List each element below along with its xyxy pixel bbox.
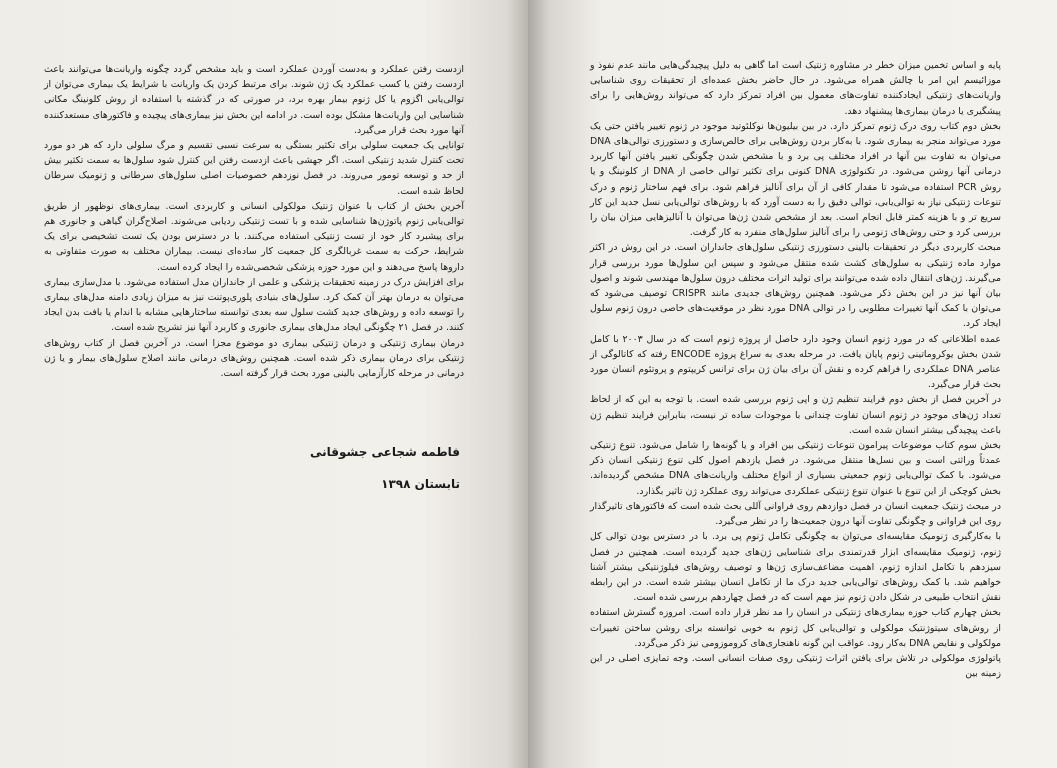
signature-block	[44, 445, 460, 491]
translator-name: فاطمه شجاعی جشوقانی	[309, 445, 460, 460]
paragraph: بخش چهارم کتاب حوزه بیماری‌های ژنتیکی در انسان را مد نظر قرار داده است. امروزه گسترش استفاده از روش‌های سیتوژنتیک مولکولی و توالی‌یابی کل ژنوم به خوبی توانسته برای روشن ساختن تغییرات مولکولی و نقایص DNA به‌کار رود. عواقب این گونه ناهنجاری‌های کروموزومی نیز ذکر می‌گردد.	[590, 607, 1001, 649]
paragraph: برای افزایش درک در زمینه تحقیقات پزشکی و علمی از جانداران مدل استفاده می‌شود. با مدل‌سازی بیماری می‌توان به درمان بهتر آن کمک کرد. سلول‌های بنیادی پلوری‌پوتنت نیز به میزان زیادی دامنه مدل‌های بیماری را توسعه داده و روش‌های جدید کشت سلول سه بعدی توانسته ساختارهایی مشابه با اندام یا بافت بدن ایجاد کنند. در فصل ۲۱ چگونگی ایجاد مدل‌های بیماری جانوری و کاربرد آنها نیز تشریح شده است.	[44, 276, 464, 334]
left-page-body	[44, 62, 464, 381]
paragraph: آخرین بخش از کتاب با عنوان ژنتیک مولکولی انسانی و کاربردی است. بیماری‌های نوظهور از طریق توالی‌یابی ژنوم پاتوژن‌ها شناسایی شده و با تست ژنتیکی ردیابی می‌شوند. اصلاح‌گران گیاهی و جانوری هم برای پیشبرد کار خود از تست ژنتیکی استفاده می‌کنند. با در دسترس بودن یک تست تشخیصی برای یک شرایط، حرکت به سمت غربالگری کل جمعیت کار ساده‌ای نیست. بیماران مختلف به صورت متفاوتی به داروها پاسخ می‌دهند و این مورد حوزه پزشکی شخصی‌شده را ایجاد کرده است.	[44, 200, 464, 273]
signature-date: تابستان ۱۳۹۸	[381, 477, 460, 492]
paragraph: پاتولوژی مولکولی در تلاش برای یافتن اثرات ژنتیکی روی صفات انسانی است. وجه تمایزی اصلی در این زمینه بین	[590, 652, 1001, 680]
right-page-body	[590, 58, 1001, 681]
paragraph: بخش دوم کتاب روی درک ژنوم تمرکز دارد. در بین بیلیون‌ها نوکلئوتید موجود در ژنوم تغییر یافتن حتی یک مورد می‌تواند منجر به بیماری شود. با به‌کار بردن روش‌هایی برای خالص‌سازی و دستورزی توالی‌های DNA می‌توان به تفاوت بین آنها در افراد مختلف پی برد و با مشخص شدن چگونگی تغییر یافتن آنها کاربرد درمانی آنها روشن می‌شود. در تکنولوژی DNA کنونی برای تکثیر توالی خاصی از DNA از کلونینگ و یا روش PCR استفاده می‌شود تا مقدار کافی از آن برای آنالیز فراهم شود. برای فهم ساختار ژنوم و درک تنوعات ژنتیکی نیاز به توالی‌یابی، توالی دقیق را به دست آورد که با روش‌های توالی‌یابی نسل جدید این کار سریع تر و با هزینه کمتر قابل انجام است. بعد از مشخص شدن ژن‌ها می‌توان با آنالیزهایی میزان بیان را بررسی کرد و حتی روش‌های ژنومی را برای آنالیز سلول‌های منفرد به کار گرفت.	[590, 120, 1001, 239]
paragraph: پایه و اساس تخمین میزان خطر در مشاوره ژنتیک است اما گاهی به دلیل پیچیدگی‌هایی مانند عدم نفوذ و موزائیسم این امر با چالش همراه می‌شود. در حال حاضر بخش عمده‌ای از تحقیقات روی شناسایی واریانت‌های ژنتیکی ایجادکننده تفاوت‌های معمول بین افراد تمرکز دارد که می‌تواند روش‌هایی را برای پیشگیری یا درمان بیماری‌ها پیشنهاد دهد.	[590, 60, 1001, 117]
paragraph: مبحث کاربردی دیگر در تحقیقات بالینی دستورزی ژنتیکی سلول‌های جانداران است. در این روش در اکثر موارد ماده ژنتیکی به سلول‌های کشت شده منتقل می‌شود و سپس این سلول‌ها مورد بررسی قرار می‌گیرند. ژن‌های انتقال داده شده می‌توانند برای تولید اثرات مختلف درون سلول‌ها مهندسی شوند و اصول بیان آنها نیز در این بخش ذکر می‌شود. همچنین روش‌های جدیدی مانند CRISPR توصیف می‌شود که می‌توان با کمک آنها تغییرات مطلوبی را در توالی DNA مورد نظر در موقعیت‌های خاصی درون ژنوم سلول ایجاد کرد.	[590, 242, 1001, 330]
paragraph: ازدست رفتن عملکرد و به‌دست آوردن عملکرد است و باید مشخص گردد چگونه واریانت‌ها می‌توانند باعث ازدست رفتن یا کسب عملکرد یک ژن شوند. برای مرتبط کردن یک واریانت با شرایط یک بیماری می‌توان از توالی‌یابی اگزوم یا کل ژنوم بیمار بهره برد، در صورتی که در گذشته با استفاده از روش کلونینگ مکانی شناسایی این واریانت‌ها مشکل بوده است. در ادامه این بخش نیز بیماری‌های پیچیده و فاکتورهای مستعدکننده آنها مورد بحث قرار می‌گیرد.	[44, 64, 464, 136]
left-page	[0, 0, 528, 768]
paragraph: بخش سوم کتاب موضوعات پیرامون تنوعات ژنتیکی بین افراد و یا گونه‌ها را شامل می‌شود. تنوع ژنتیکی عمدتاً وراثتی است و بین نسل‌ها منتقل می‌شود. در فصل یازدهم اصول کلی تنوع ژنتیکی انسان ذکر می‌شود. با کمک توالی‌یابی ژنوم جمعیتی بسیاری از انواع مختلف واریانت‌های DNA مشخص گردیده‌اند. بخش کوچکی از این تنوع با عنوان تنوع ژنتیکی عملکردی می‌تواند روی عملکرد ژن تاثیر بگذارد.	[590, 440, 1002, 497]
paragraph: در آخرین فصل از بخش دوم فرایند تنظیم ژن و اپی ژنوم بررسی شده است. با توجه به این که از لحاظ تعداد ژن‌های موجود در ژنوم انسان تفاوت چندانی با موجودات ساده تر نیست، بنابراین فرایند تنظیم ژن باعث پیچیدگی بیشتر انسان شده است.	[590, 394, 1001, 436]
paragraph: توانایی یک جمعیت سلولی برای تکثیر بستگی به سرعت نسبی تقسیم و مرگ سلولی دارد که هر دو مورد تحت کنترل شدید ژنتیکی است. اگر جهشی باعث ازدست رفتن این کنترل شود سلول‌ها به سمت تکثیر بیش از حد و توسعه تومور می‌روند. در فصل نوزدهم خصوصیات اصلی سلول‌های سرطانی و ژنومیک سرطان لحاظ شده است.	[44, 140, 464, 197]
right-page	[528, 0, 1057, 768]
paragraph: در مبحث ژنتیک جمعیت انسان در فصل دوازدهم روی فراوانی آللی بحث شده است که فاکتورهای تاثیرگذار روی این فراوانی و چگونگی تفاوت آنها درون جمعیت‌ها را در نظر می‌گیرد.	[590, 500, 1001, 528]
paragraph: عمده اطلاعاتی که در مورد ژنوم انسان وجود دارد حاصل از پروژه ژنوم است که در سال ۲۰۰۳ با کامل شدن بخش یوکروماتینی ژنوم پایان یافت. در مرحله بعدی به سراغ پروژه ENCODE رفته که کاتالوگی از عناصر DNA عملکردی را فراهم کرده و نقش آن برای بیان ژن برای ترانس کریپتوم و پروتئوم انسان مورد بحث قرار می‌گیرد.	[590, 333, 1001, 391]
paragraph: درمان بیماری ژنتیکی و درمان ژنتیکی بیماری دو موضوع مجزا است. در آخرین فصل از کتاب روش‌های ژنتیکی برای درمان بیماری ذکر شده است. همچنین روش‌های درمانی مانند اصلاح سلول‌های بیمار و یا ژن درمانی در مرحله کارآزمایی بالینی مورد بحث قرار گرفته است.	[44, 337, 464, 380]
paragraph: با به‌کارگیری ژنومیک مقایسه‌ای می‌توان به چگونگی تکامل ژنوم پی برد. با در دسترس بودن توالی کل ژنوم، ژنومیک مقایسه‌ای ابزار قدرتمندی برای شناسایی ژن‌های جدید گردیده است. همچنین در فصل سیزدهم با تکامل اندازه ژنوم، اهمیت مضاعف‌سازی ژن‌ها و توصیف روش‌های فیلوژنتیکی بیشتر آشنا خواهیم شد. با کمک روش‌های توالی‌یابی جدید درک ما از تکامل انسان بیشتر شده است. در این رابطه نقش انتخاب طبیعی در شکل دادن ژنوم نیز مهم است که در فصل چهاردهم بررسی شده است.	[590, 531, 1001, 604]
